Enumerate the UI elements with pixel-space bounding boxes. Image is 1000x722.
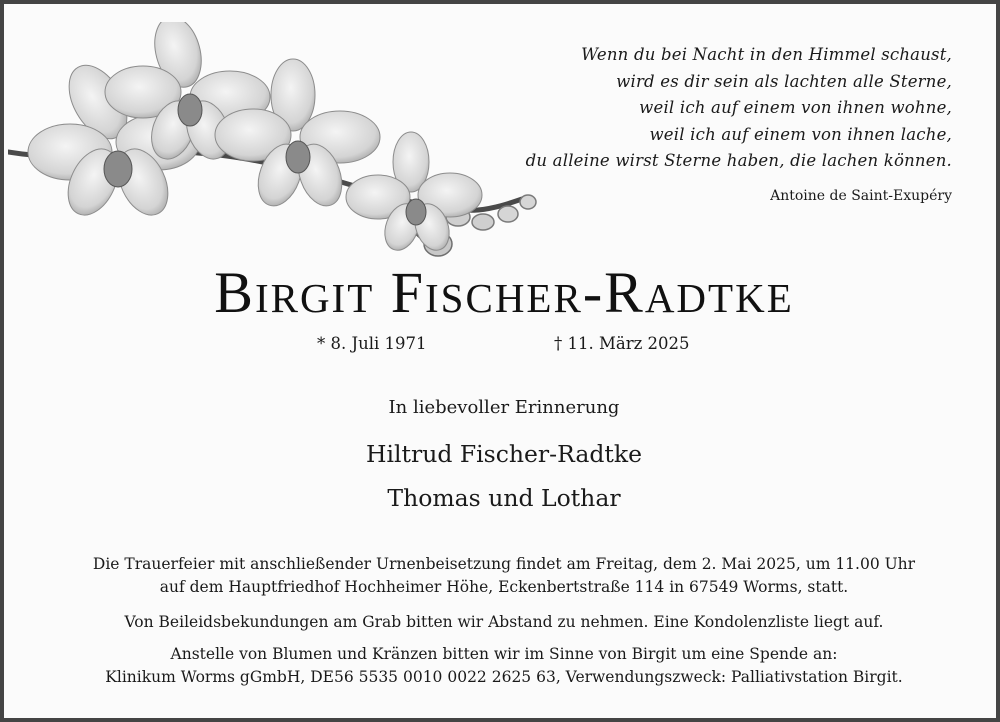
condolence-notice-line: Von Beileidsbekundungen am Grab bitten wir Abstand zu nehmen. Eine Kondolenzliste liegt auf. xyxy=(124,613,884,631)
poem-author: Antoine de Saint-Exupéry xyxy=(770,188,952,204)
poem-line: wird es dir sein als lachten alle Sterne, xyxy=(616,71,952,91)
poem xyxy=(526,42,952,175)
condolence-notice xyxy=(4,611,1000,634)
poem-line: Wenn du bei Nacht in den Himmel schaust, xyxy=(581,45,952,64)
funeral-notice xyxy=(4,553,1000,599)
funeral-notice-line: auf dem Hauptfriedhof Hochheimer Höhe, Eckenbertstraße 114 in 67549 Worms, statt. xyxy=(159,578,849,596)
funeral-notice-line: Die Trauerfeier mit anschließender Urnenbeisetzung findet am Freitag, dem 2. Mai 2025, um 11.00 Uhr xyxy=(92,555,916,573)
mourner-name: Thomas und Lothar xyxy=(387,484,621,512)
deceased-name: Birgit Fischer-Radtke xyxy=(214,260,794,325)
poem-line: weil ich auf einem von ihnen wohne, xyxy=(639,98,952,117)
remembrance-intro: In liebevoller Erinnerung xyxy=(388,397,620,418)
poem-line: weil ich auf einem von ihnen lache, xyxy=(649,124,952,144)
mourner-name: Hiltrud Fischer-Radtke xyxy=(366,440,642,468)
birth-date: * 8. Juli 1971 xyxy=(317,334,427,353)
death-date: † 11. März 2025 xyxy=(554,334,690,353)
poem-line: du alleine wirst Sterne haben, die lachen können. xyxy=(525,151,952,170)
orchid-branch-icon xyxy=(8,22,568,272)
donation-notice-line: Klinikum Worms gGmbH, DE56 5535 0010 0022 2625 63, Verwendungszweck: Palliativstation Birgit. xyxy=(105,668,903,686)
donation-notice xyxy=(4,643,1000,689)
donation-notice-line: Anstelle von Blumen und Kränzen bitten wir im Sinne von Birgit um eine Spende an: xyxy=(170,645,838,663)
